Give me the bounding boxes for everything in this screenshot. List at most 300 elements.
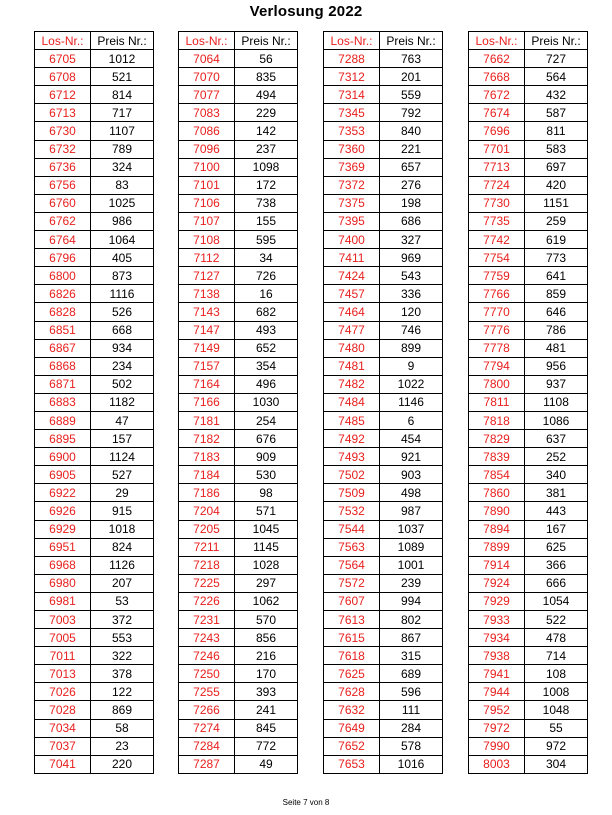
los-number: 7096 (179, 140, 235, 158)
prize-number: 381 (525, 484, 588, 502)
header-los-nr: Los-Nr.: (324, 32, 380, 50)
los-number: 7628 (324, 683, 380, 701)
table-row (469, 267, 588, 285)
prize-number: 824 (91, 538, 154, 556)
los-number: 7464 (324, 303, 380, 321)
table-row (469, 140, 588, 158)
los-number: 7754 (469, 249, 525, 267)
los-number: 8003 (469, 755, 525, 773)
table-row (469, 755, 588, 773)
los-number: 7564 (324, 556, 380, 574)
prize-number: 814 (91, 86, 154, 104)
prize-number: 772 (235, 737, 298, 755)
table-row (324, 538, 443, 556)
table-row (35, 520, 154, 538)
prize-number: 1028 (235, 556, 298, 574)
los-number: 7735 (469, 212, 525, 230)
table-row (324, 303, 443, 321)
prize-number: 937 (525, 375, 588, 393)
los-number: 7149 (179, 339, 235, 357)
table-row (35, 212, 154, 230)
los-number: 7143 (179, 303, 235, 321)
prize-number: 859 (525, 285, 588, 303)
los-number: 6889 (35, 411, 91, 429)
prize-number: 47 (91, 411, 154, 429)
table-row (469, 86, 588, 104)
header-preis-nr: Preis Nr.: (380, 32, 443, 50)
table-row (35, 303, 154, 321)
los-number: 7944 (469, 683, 525, 701)
prize-number: 587 (525, 104, 588, 122)
header-preis-nr: Preis Nr.: (91, 32, 154, 50)
los-number: 6980 (35, 574, 91, 592)
table-row (179, 411, 298, 429)
prize-number: 207 (91, 574, 154, 592)
los-number: 7672 (469, 86, 525, 104)
los-number: 7100 (179, 158, 235, 176)
table-row (179, 556, 298, 574)
table-row (179, 755, 298, 773)
table-row (35, 574, 154, 592)
prize-number: 682 (235, 303, 298, 321)
table-row (35, 592, 154, 610)
los-number: 7924 (469, 574, 525, 592)
prize-number: 802 (380, 611, 443, 629)
prize-number: 157 (91, 430, 154, 448)
prize-number: 527 (91, 466, 154, 484)
table-row (469, 176, 588, 194)
table-row (35, 737, 154, 755)
table-row (469, 212, 588, 230)
prize-number: 111 (380, 701, 443, 719)
prize-number: 454 (380, 430, 443, 448)
table-row (324, 484, 443, 502)
prize-number: 689 (380, 665, 443, 683)
los-number: 7288 (324, 50, 380, 68)
table-row (469, 647, 588, 665)
table-row (179, 683, 298, 701)
prize-number: 1030 (235, 393, 298, 411)
table-row (324, 574, 443, 592)
los-number: 7037 (35, 737, 91, 755)
prize-number: 994 (380, 592, 443, 610)
table-row (179, 665, 298, 683)
table-row (324, 321, 443, 339)
los-number: 7184 (179, 466, 235, 484)
los-number: 6730 (35, 122, 91, 140)
table-row (35, 430, 154, 448)
table-row (35, 611, 154, 629)
los-number: 7369 (324, 158, 380, 176)
los-number: 7077 (179, 86, 235, 104)
lottery-table-1 (34, 31, 154, 774)
prize-number: 221 (380, 140, 443, 158)
header-los-nr: Los-Nr.: (469, 32, 525, 50)
los-number: 7183 (179, 448, 235, 466)
prize-number: 498 (380, 484, 443, 502)
prize-number: 786 (525, 321, 588, 339)
los-number: 7225 (179, 574, 235, 592)
table-row (179, 249, 298, 267)
table-row (469, 50, 588, 68)
prize-number: 478 (525, 629, 588, 647)
table-row (324, 50, 443, 68)
prize-number: 583 (525, 140, 588, 158)
table-row (179, 176, 298, 194)
table-row (324, 737, 443, 755)
table-row (35, 411, 154, 429)
los-number: 7106 (179, 194, 235, 212)
table-row (469, 574, 588, 592)
los-number: 7941 (469, 665, 525, 683)
prize-number: 909 (235, 448, 298, 466)
los-number: 6800 (35, 267, 91, 285)
los-number: 7800 (469, 375, 525, 393)
table-row (469, 194, 588, 212)
prize-number: 1182 (91, 393, 154, 411)
table-row (324, 176, 443, 194)
prize-number: 58 (91, 719, 154, 737)
los-number: 7028 (35, 701, 91, 719)
prize-number: 34 (235, 249, 298, 267)
table-row (179, 647, 298, 665)
table-row (324, 375, 443, 393)
los-number: 6883 (35, 393, 91, 411)
table-row (324, 122, 443, 140)
prize-number: 956 (525, 357, 588, 375)
table-row (35, 86, 154, 104)
los-number: 7312 (324, 68, 380, 86)
prize-number: 763 (380, 50, 443, 68)
table-row (469, 393, 588, 411)
table-row (179, 285, 298, 303)
los-number: 7481 (324, 357, 380, 375)
table-row (469, 556, 588, 574)
los-number: 7157 (179, 357, 235, 375)
los-number: 7493 (324, 448, 380, 466)
table-row (469, 303, 588, 321)
table-row (469, 231, 588, 249)
los-number: 7108 (179, 231, 235, 249)
table-row (179, 502, 298, 520)
prize-number: 1151 (525, 194, 588, 212)
prize-number: 1008 (525, 683, 588, 701)
prize-number: 340 (525, 466, 588, 484)
los-number: 7360 (324, 140, 380, 158)
prize-number: 405 (91, 249, 154, 267)
prize-number: 845 (235, 719, 298, 737)
prize-number: 867 (380, 629, 443, 647)
table-row (179, 50, 298, 68)
los-number: 7618 (324, 647, 380, 665)
los-number: 7218 (179, 556, 235, 574)
los-number: 7353 (324, 122, 380, 140)
table-row (35, 538, 154, 556)
table-row (35, 339, 154, 357)
los-number: 7041 (35, 755, 91, 773)
table-row (35, 448, 154, 466)
prize-number: 676 (235, 430, 298, 448)
table-row (35, 50, 154, 68)
los-number: 7166 (179, 393, 235, 411)
prize-number: 987 (380, 502, 443, 520)
prize-number: 304 (545, 757, 567, 772)
los-number: 7204 (179, 502, 235, 520)
prize-number: 284 (380, 719, 443, 737)
los-number: 7829 (469, 430, 525, 448)
table-row (179, 737, 298, 755)
prize-number: 198 (380, 194, 443, 212)
table-row (35, 755, 154, 773)
table-row (324, 212, 443, 230)
los-number: 7164 (179, 375, 235, 393)
table-row (324, 448, 443, 466)
los-number: 7778 (469, 339, 525, 357)
table-header-row (179, 32, 298, 50)
los-number: 7345 (324, 104, 380, 122)
table-row (324, 285, 443, 303)
los-number: 6760 (35, 194, 91, 212)
table-row (324, 629, 443, 647)
table-header-row (35, 32, 154, 50)
table-row (469, 502, 588, 520)
prize-number: 220 (111, 757, 133, 772)
table-row (324, 140, 443, 158)
table-row (179, 538, 298, 556)
prize-number: 234 (91, 357, 154, 375)
prize-number: 668 (91, 321, 154, 339)
los-number: 7652 (324, 737, 380, 755)
los-number: 7929 (469, 592, 525, 610)
prize-number: 1025 (91, 194, 154, 212)
prize-number: 727 (525, 50, 588, 68)
los-number: 6922 (35, 484, 91, 502)
prize-number: 646 (525, 303, 588, 321)
los-number: 7894 (469, 520, 525, 538)
table-row (179, 393, 298, 411)
prize-number: 366 (525, 556, 588, 574)
prize-number: 1048 (525, 701, 588, 719)
los-number: 7485 (324, 411, 380, 429)
prize-number: 934 (91, 339, 154, 357)
table-row (35, 701, 154, 719)
los-number: 7266 (179, 701, 235, 719)
prize-number: 652 (235, 339, 298, 357)
prize-number: 595 (235, 231, 298, 249)
prize-number: 1012 (91, 50, 154, 68)
prize-number: 354 (235, 357, 298, 375)
table-row (35, 194, 154, 212)
table-row (469, 466, 588, 484)
prize-number: 443 (525, 502, 588, 520)
los-number: 7972 (469, 719, 525, 737)
los-number: 7083 (179, 104, 235, 122)
table-row (179, 140, 298, 158)
los-number: 7713 (469, 158, 525, 176)
prize-number: 241 (235, 701, 298, 719)
los-number: 6868 (35, 357, 91, 375)
prize-number: 1054 (525, 592, 588, 610)
los-number: 7395 (324, 212, 380, 230)
los-number: 6926 (35, 502, 91, 520)
los-number: 6851 (35, 321, 91, 339)
los-number: 7026 (35, 683, 91, 701)
los-number: 7563 (324, 538, 380, 556)
table-row (179, 430, 298, 448)
table-row (35, 357, 154, 375)
table-row (469, 484, 588, 502)
prize-number: 578 (380, 737, 443, 755)
table-row (469, 357, 588, 375)
los-number: 7724 (469, 176, 525, 194)
table-row (35, 629, 154, 647)
table-row (324, 520, 443, 538)
los-number: 7794 (469, 357, 525, 375)
table-row (179, 375, 298, 393)
prize-number: 1086 (525, 411, 588, 429)
los-number: 7811 (469, 393, 525, 411)
table-row (35, 267, 154, 285)
header-preis-nr: Preis Nr.: (235, 32, 298, 50)
los-number: 6796 (35, 249, 91, 267)
los-number: 7477 (324, 321, 380, 339)
prize-number: 155 (235, 212, 298, 230)
table-row (179, 321, 298, 339)
table-row (179, 466, 298, 484)
prize-number: 1045 (235, 520, 298, 538)
los-number: 7147 (179, 321, 235, 339)
los-number: 7372 (324, 176, 380, 194)
prize-number: 530 (235, 466, 298, 484)
los-number: 7186 (179, 484, 235, 502)
los-number: 7013 (35, 665, 91, 683)
prize-number: 216 (235, 647, 298, 665)
los-number: 7854 (469, 466, 525, 484)
prize-number: 619 (525, 231, 588, 249)
los-number: 7011 (35, 647, 91, 665)
prize-number: 9 (380, 357, 443, 375)
table-row (469, 411, 588, 429)
prize-number: 1145 (235, 538, 298, 556)
prize-number: 393 (235, 683, 298, 701)
los-number: 7934 (469, 629, 525, 647)
los-number: 6705 (35, 50, 91, 68)
prize-number: 856 (235, 629, 298, 647)
table-row (35, 719, 154, 737)
los-number: 7839 (469, 448, 525, 466)
los-number: 6762 (35, 212, 91, 230)
prize-number: 259 (525, 212, 588, 230)
los-number: 6867 (35, 339, 91, 357)
prize-number: 596 (380, 683, 443, 701)
prize-number: 840 (380, 122, 443, 140)
table-row (35, 502, 154, 520)
los-number: 7759 (469, 267, 525, 285)
table-row (179, 629, 298, 647)
prize-number: 493 (235, 321, 298, 339)
table-row (469, 538, 588, 556)
los-number: 7182 (179, 430, 235, 448)
prize-number: 322 (91, 647, 154, 665)
prize-number: 324 (91, 158, 154, 176)
prize-number: 420 (525, 176, 588, 194)
los-number: 7064 (179, 50, 235, 68)
table-row (179, 86, 298, 104)
table-row (469, 737, 588, 755)
table-row (35, 665, 154, 683)
prize-number: 835 (235, 68, 298, 86)
table-row (35, 158, 154, 176)
table-row (324, 158, 443, 176)
los-number: 7284 (179, 737, 235, 755)
prize-number: 637 (525, 430, 588, 448)
prize-number: 252 (525, 448, 588, 466)
table-row (179, 448, 298, 466)
prize-number: 16 (235, 285, 298, 303)
table-row (35, 556, 154, 574)
los-number: 7034 (35, 719, 91, 737)
table-row (469, 68, 588, 86)
table-row (324, 755, 443, 773)
los-number: 7952 (469, 701, 525, 719)
los-number: 7492 (324, 430, 380, 448)
los-number: 6905 (35, 466, 91, 484)
table-row (469, 448, 588, 466)
table-row (179, 68, 298, 86)
header-los-nr: Los-Nr.: (35, 32, 91, 50)
prize-number: 686 (380, 212, 443, 230)
los-number: 7899 (469, 538, 525, 556)
los-number: 6764 (35, 231, 91, 249)
prize-number: 237 (235, 140, 298, 158)
prize-number: 372 (91, 611, 154, 629)
table-row (469, 719, 588, 737)
prize-number: 53 (91, 592, 154, 610)
prize-number: 522 (525, 611, 588, 629)
prize-number: 553 (91, 629, 154, 647)
prize-number: 1107 (91, 122, 154, 140)
los-number: 7205 (179, 520, 235, 538)
los-number: 7484 (324, 393, 380, 411)
prize-number: 792 (380, 104, 443, 122)
prize-number: 717 (91, 104, 154, 122)
prize-number: 1146 (380, 393, 443, 411)
table-row (469, 611, 588, 629)
los-number: 7086 (179, 122, 235, 140)
los-number: 7607 (324, 592, 380, 610)
los-number: 6895 (35, 430, 91, 448)
prize-number: 559 (380, 86, 443, 104)
prize-number: 29 (91, 484, 154, 502)
los-number: 7101 (179, 176, 235, 194)
table-row (179, 194, 298, 212)
table-row (35, 176, 154, 194)
los-number: 6708 (35, 68, 91, 86)
prize-number: 903 (380, 466, 443, 484)
prize-number: 726 (235, 267, 298, 285)
table-row (35, 104, 154, 122)
los-number: 7653 (324, 755, 380, 773)
prize-number: 120 (380, 303, 443, 321)
prize-number: 229 (235, 104, 298, 122)
table-row (324, 68, 443, 86)
table-row (179, 267, 298, 285)
prize-number: 972 (525, 737, 588, 755)
prize-number: 1001 (380, 556, 443, 574)
los-number: 6968 (35, 556, 91, 574)
table-row (324, 104, 443, 122)
prize-number: 167 (525, 520, 588, 538)
